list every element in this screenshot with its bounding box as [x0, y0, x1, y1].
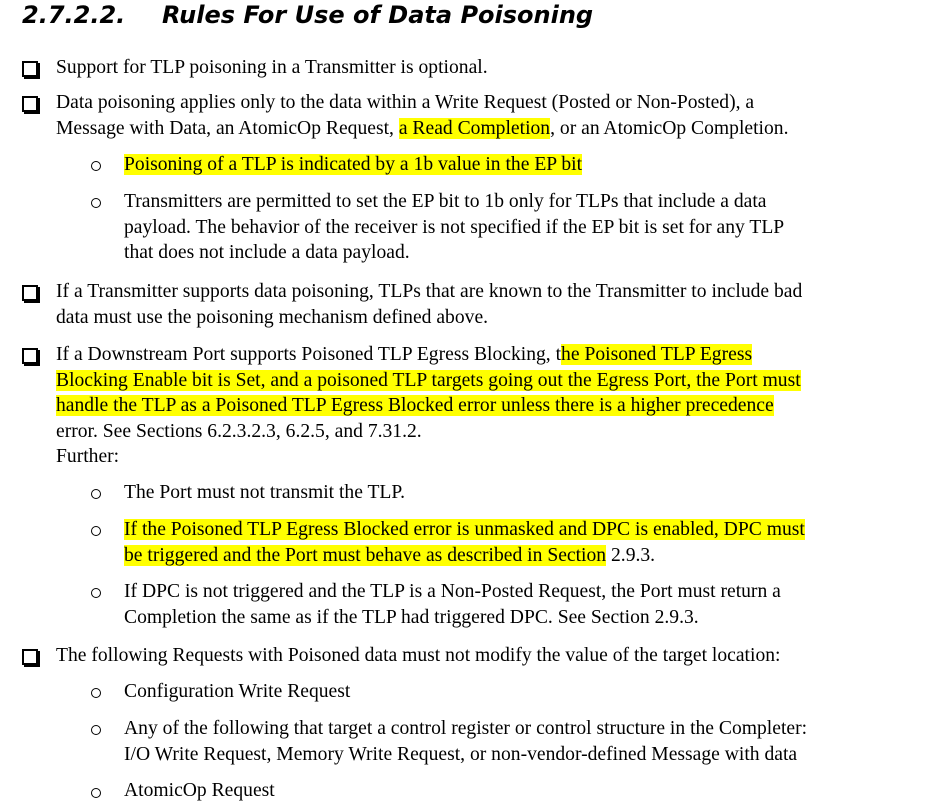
- sub-item: [124, 189, 924, 266]
- checkbox-bullet-icon: [22, 285, 38, 301]
- circle-bullet-icon: [91, 688, 101, 698]
- sub-item: [124, 480, 924, 506]
- bullet-text: Support for TLP poisoning in a Transmitter is optional.: [56, 57, 488, 78]
- sub-item: [124, 579, 924, 630]
- sub-item: [124, 517, 924, 568]
- sub-item-line: Any of the following that target a control register or control structure in the Completer:: [124, 718, 808, 739]
- text-run: If a Downstream Port supports Poisoned TLP Egress Blocking, t: [56, 344, 562, 365]
- text-run: 2.9.3.: [606, 544, 656, 566]
- sub-item-line: I/O Write Request, Memory Write Request, or non-vendor-defined Message with data: [124, 743, 798, 765]
- text-run: , or an AtomicOp Completion.: [550, 117, 789, 139]
- bullet-text-line: error. See Sections 6.2.3.2.3, 6.2.5, and 7.31.2.: [56, 420, 422, 442]
- circle-bullet-icon: [91, 588, 101, 598]
- bullet-item-5: [56, 643, 936, 669]
- sub-item-line: If DPC is not triggered and the TLP is a Non-Posted Request, the Port must return a: [124, 581, 781, 602]
- sub-item-line: The Port must not transmit the TLP.: [124, 482, 406, 503]
- bullet-text-line: data must use the poisoning mechanism defined above.: [56, 306, 489, 328]
- bullet-item-3: [56, 279, 936, 330]
- bullet-text-line: The following Requests with Poisoned data must not modify the value of the target location:: [56, 645, 781, 666]
- circle-bullet-icon: [91, 489, 101, 499]
- sub-item-line: that does not include a data payload.: [124, 242, 410, 264]
- section-number: 2.7.2.2.: [22, 1, 126, 29]
- bullet-item-4: [56, 342, 936, 470]
- bullet-text-line: If a Transmitter supports data poisoning, TLPs that are known to the Transmitter to include bad: [56, 281, 803, 302]
- sub-item-line: payload. The behavior of the receiver is not specified if the EP bit is set for any TLP: [124, 216, 785, 238]
- section-title: Rules For Use of Data Poisoning: [162, 1, 594, 29]
- checkbox-bullet-icon: [22, 61, 38, 77]
- sub-item-line: Configuration Write Request: [124, 681, 351, 702]
- section-heading: [22, 0, 593, 30]
- highlighted-text: Blocking Enable bit is Set, and a poisoned TLP targets going out the Egress Port, the Port must: [56, 369, 801, 391]
- highlighted-text: Poisoning of a TLP is indicated by a 1b value in the EP bit: [124, 154, 583, 175]
- sub-item-line: AtomicOp Request: [124, 780, 275, 801]
- bullet-text-line: Data poisoning applies only to the data within a Write Request (Posted or Non-Posted), a: [56, 92, 755, 113]
- checkbox-bullet-icon: [22, 649, 38, 665]
- sub-item-line: Completion the same as if the TLP had triggered DPC. See Section 2.9.3.: [124, 606, 699, 628]
- bullet-item-2: [56, 90, 936, 141]
- sub-item: [124, 152, 924, 178]
- highlighted-text: he Poisoned TLP Egress: [561, 344, 753, 365]
- highlighted-text: a Read Completion: [398, 117, 551, 139]
- sub-item: [124, 716, 924, 767]
- circle-bullet-icon: [91, 725, 101, 735]
- highlighted-text: be triggered and the Port must behave as described in Section: [124, 544, 607, 566]
- sub-item: [124, 778, 924, 804]
- sub-item: [124, 679, 924, 705]
- checkbox-bullet-icon: [22, 96, 38, 112]
- sub-item-line: Transmitters are permitted to set the EP bit to 1b only for TLPs that include a data: [124, 191, 767, 212]
- circle-bullet-icon: [91, 526, 101, 536]
- circle-bullet-icon: [91, 198, 101, 208]
- text-run: Message with Data, an AtomicOp Request,: [56, 117, 399, 139]
- bullet-item-1: [56, 55, 936, 81]
- bullet-text-line: Further:: [56, 446, 120, 468]
- bullet-text-line: [56, 116, 936, 142]
- highlighted-text: If the Poisoned TLP Egress Blocked error is unmasked and DPC is enabled, DPC must: [124, 519, 805, 540]
- circle-bullet-icon: [91, 161, 101, 171]
- highlighted-text: handle the TLP as a Poisoned TLP Egress Blocked error unless there is a higher precedence: [56, 395, 774, 417]
- checkbox-bullet-icon: [22, 348, 38, 364]
- circle-bullet-icon: [91, 788, 101, 798]
